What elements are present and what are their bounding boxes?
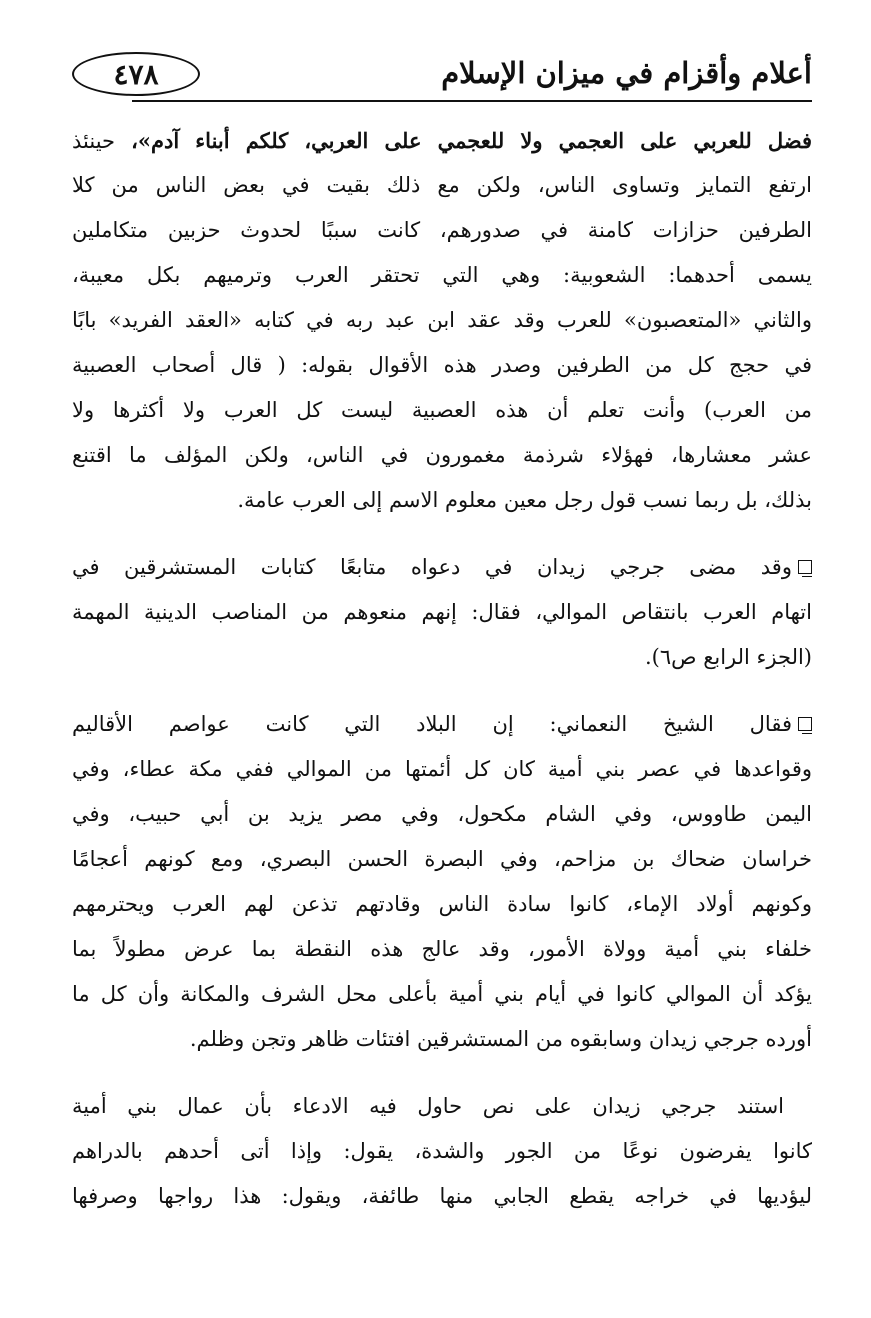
text-segment: في حجج كل من الطرفين وصدر هذه الأقوال بقوله: ( قال أصحاب العصبية [72,353,812,377]
running-title: أعلام وأقزام في ميزان الإسلام [441,56,812,90]
text-line [72,927,812,972]
text-line [72,972,812,1017]
text-segment: فضل للعربي على العجمي ولا للعجمي على العربي، كلكم أبناء آدم»، [115,128,812,153]
header-rule [132,100,812,102]
text-segment: ارتفع التمايز وتساوى الناس، ولكن مع ذلك بقيت في بعض الناس من كلا [72,173,812,197]
page-number-oval: ٤٧٨ [72,52,200,96]
text-line [72,118,812,163]
text-segment: من العرب) وأنت تعلم أن هذه العصبية ليست كل العرب ولا أكثرها ولا [72,398,812,422]
text-segment: خراسان ضحاك بن مزاحم، وفي البصرة الحسن البصري، ومع كونهم أعجامًا [72,847,812,871]
text-segment: ليؤديها في خراجه يقطع الجابي منها طائفة، ويقول: هذا رواجها وصرفها [72,1184,812,1208]
text-line [72,388,812,433]
text-segment: وكونهم أولاد الإماء، كانوا سادة الناس وقادتهم تذعن لهم العرب ويحترمهم [72,892,812,916]
text-segment: كانوا يفرضون نوعًا من الجور والشدة، يقول: وإذا أتى أحدهم بالدراهم [72,1139,812,1163]
text-segment: يسمى أحدهما: الشعوبية: وهي التي تحتقر العرب وترميهم بكل معيبة، [72,263,812,287]
text-line [72,747,812,792]
text-line [72,253,812,298]
body-text [72,118,812,1219]
text-segment: وقد مضى جرجي زيدان في دعواه متابعًا كتابات المستشرقين في [72,555,792,579]
paragraph-gap [72,1062,812,1084]
text-line [72,1174,812,1219]
page-header [72,52,812,102]
paragraph-gap [72,680,812,702]
text-segment: الطرفين حزازات كامنة في صدورهم، كانت سببًا لحدوث حزبين متكاملين [72,218,812,242]
paragraph-marker-icon [798,717,812,731]
text-segment: اليمن طاووس، وفي الشام مكحول، وفي مصر يزيد بن أبي حبيب، وفي [72,802,812,826]
text-line [72,433,812,478]
text-segment: بذلك، بل ربما نسب قول رجل معين معلوم الاسم إلى العرب عامة. [237,488,812,512]
text-line [72,478,812,523]
text-segment: والثاني «المتعصبون» للعرب وقد عقد ابن عبد ربه في كتابه «العقد الفريد» بابًا [72,308,812,332]
text-segment: عشر معشارها، فهؤلاء شرذمة مغمورون في الناس، ولكن المؤلف ما اقتنع [72,443,812,467]
text-segment: وقواعدها في عصر بني أمية كان كل أئمتها من الموالي ففي مكة عطاء، وفي [72,757,812,781]
text-line [72,1129,812,1174]
text-line [72,208,812,253]
text-line [72,1084,812,1129]
text-line [72,343,812,388]
text-line [72,837,812,882]
text-line [72,792,812,837]
text-segment: (الجزء الرابع ص٦). [644,645,812,669]
paragraph-gap [72,523,812,545]
text-line [72,1017,812,1062]
text-segment: خلفاء بني أمية وولاة الأمور، وقد عالج هذه النقطة بما عرض مطولاً بما [72,937,812,961]
text-segment: استند جرجي زيدان على نص حاول فيه الادعاء بأن عمال بني أمية [72,1094,784,1118]
text-segment: فقال الشيخ النعماني: إن البلاد التي كانت عواصم الأقاليم [72,712,792,736]
text-segment: أورده جرجي زيدان وسابقوه من المستشرقين افتئات ظاهر وتجن وظلم. [189,1027,812,1051]
text-line [72,590,812,635]
text-line [72,298,812,343]
text-line [72,635,812,680]
text-segment: يؤكد أن الموالي كانوا في أيام بني أمية بأعلى محل الشرف والمكانة وأن كل ما [72,982,812,1006]
text-segment: اتهام العرب بانتقاص الموالي، فقال: إنهم منعوهم من المناصب الدينية المهمة [72,600,812,624]
text-line [72,882,812,927]
text-line [72,163,812,208]
text-segment: حينئذ [72,129,116,153]
text-line [72,702,812,747]
paragraph-marker-icon [798,560,812,574]
text-line [72,545,812,590]
